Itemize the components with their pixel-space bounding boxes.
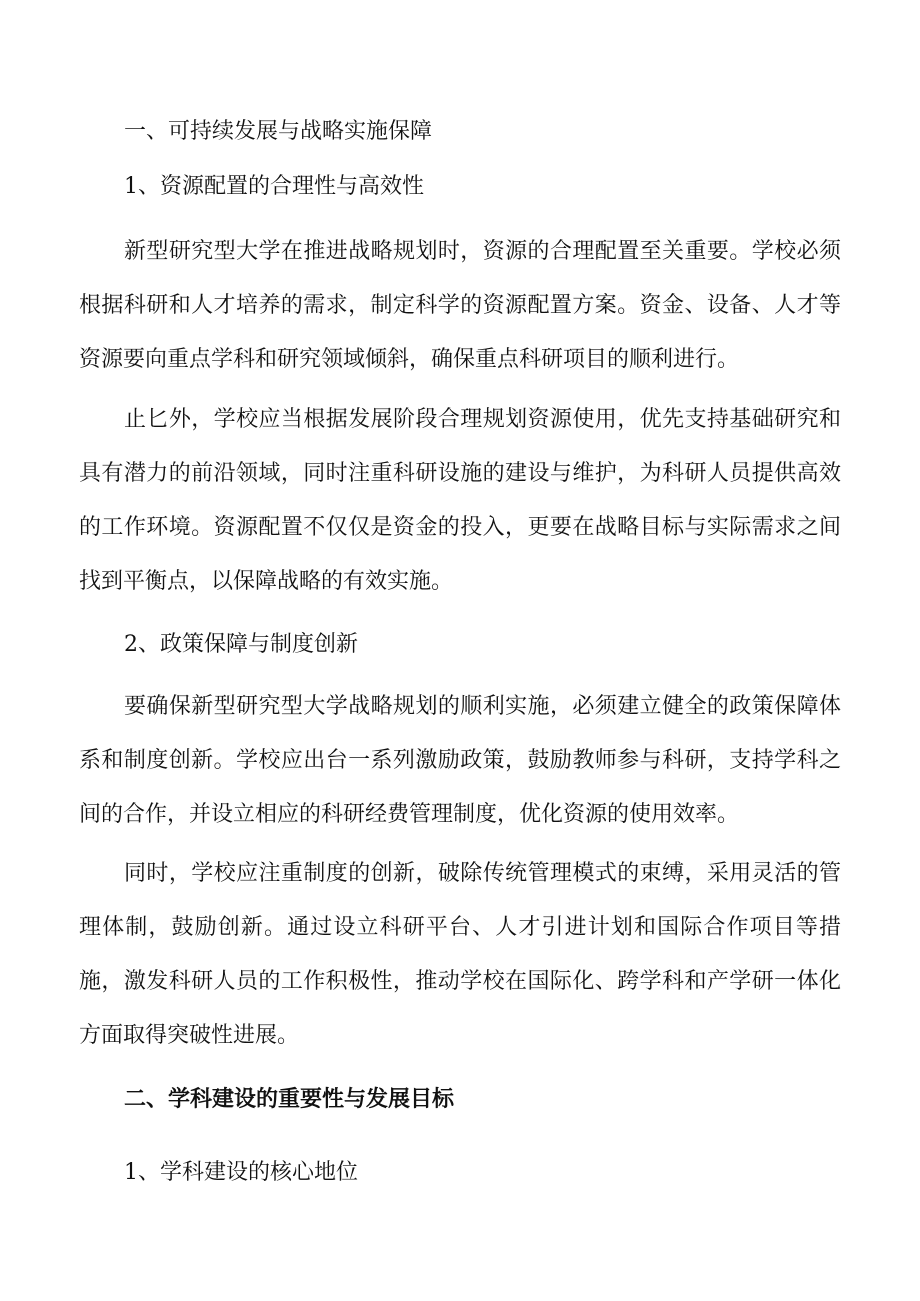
- section-heading: 一、可持续发展与战略实施保障: [124, 119, 433, 144]
- paragraph: 要确保新型研究型大学战略规划的顺利实施，必须建立健全的政策保障体系和制度创新。学校应出台一系列激励政策，鼓励教师参与科研，支持学科之间的合作，并设立相应的科研经费管理制度，优化资源的使用效率。: [79, 694, 841, 827]
- section-heading: 二、学科建设的重要性与发展目标: [124, 1087, 455, 1112]
- subsection-heading: 2、政策保障与制度创新: [124, 632, 358, 657]
- paragraph: 止匕外，学校应当根据发展阶段合理规划资源使用，优先支持基础研究和具有潜力的前沿领域，同时注重科研设施的建设与维护，为科研人员提供高效的工作环境。资源配置不仅仅是资金的投入，更要在战略目标与实际需求之间找到平衡点，以保障战略的有效实施。: [79, 407, 841, 594]
- paragraph: 新型研究型大学在推进战略规划时，资源的合理配置至关重要。学校必须根据科研和人才培养的需求，制定科学的资源配置方案。资金、设备、人才等资源要向重点学科和研究领域倾斜，确保重点科研项目的顺利进行。: [79, 239, 841, 372]
- subsection-heading: 1、资源配置的合理性与高效性: [124, 174, 424, 199]
- paragraph: 同时，学校应注重制度的创新，破除传统管理模式的束缚，采用灵活的管理体制，鼓励创新。通过设立科研平台、人才引进计划和国际合作项目等措施，激发科研人员的工作积极性，推动学校在国际化、跨学科和产学研一体化方面取得突破性进展。: [79, 861, 841, 1048]
- subsection-heading: 1、学科建设的核心地位: [124, 1160, 358, 1185]
